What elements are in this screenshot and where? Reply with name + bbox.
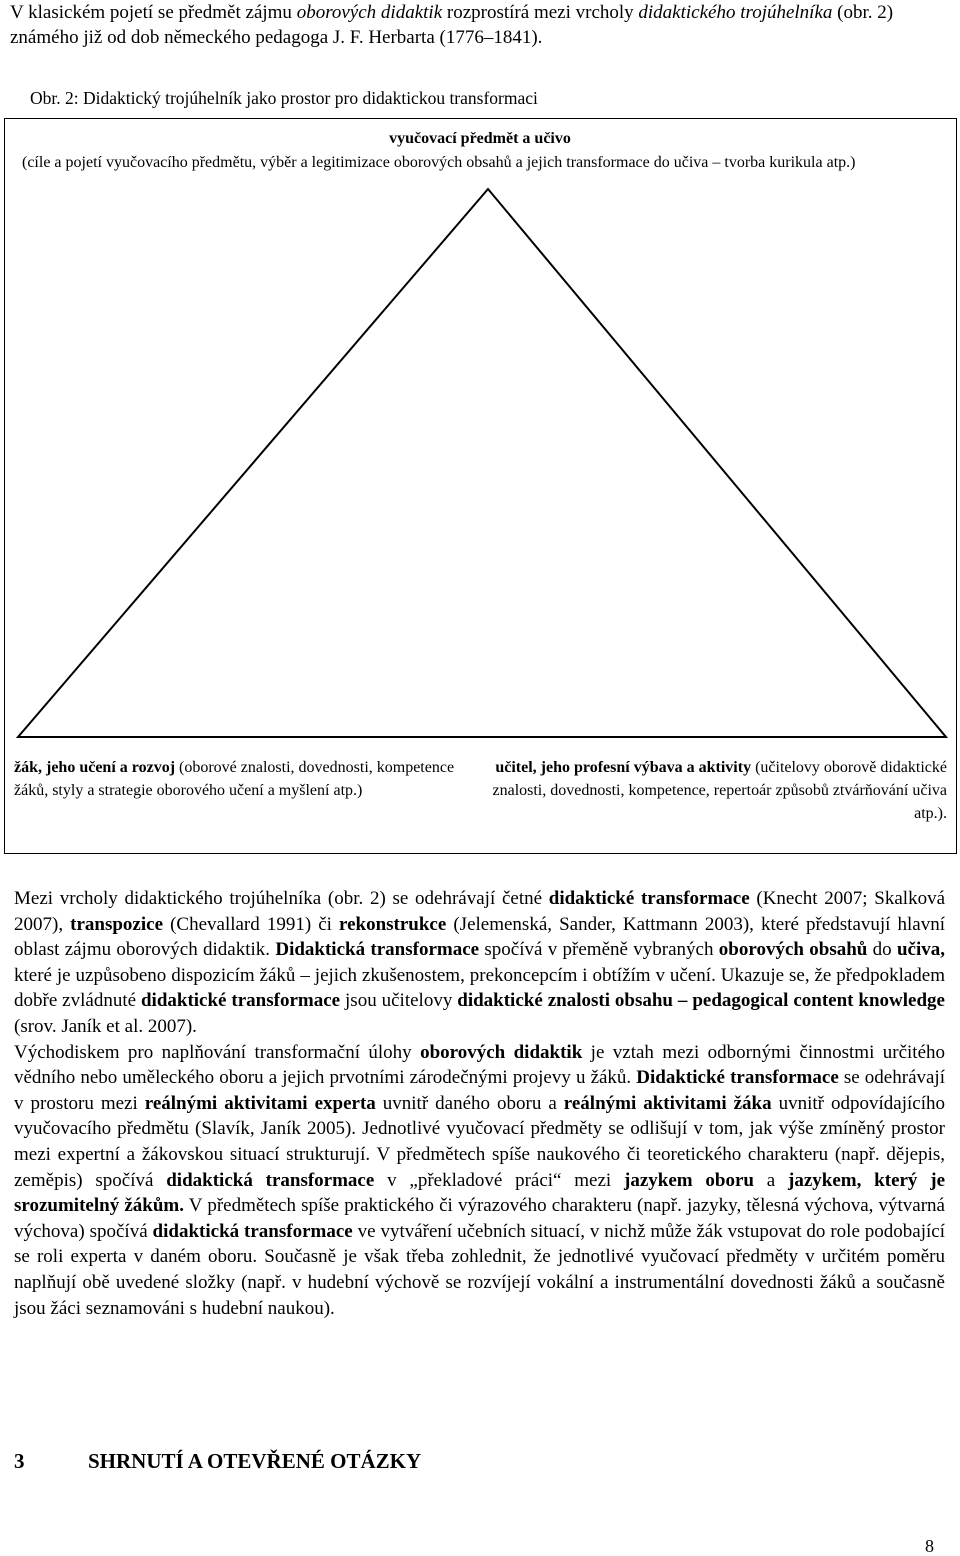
intro-italic-term: oborových didaktik [296, 2, 443, 23]
bold-term: didaktická transformace [152, 1220, 353, 1242]
text-run: do [867, 939, 897, 961]
bold-term: didaktické znalosti obsahu – pedagogical content knowledge [457, 990, 945, 1012]
text-run: (Jelemenská, Sander, Kattmann 2003), které představují hlavní oblast zájmu oborových didaktik. [14, 913, 945, 961]
bold-term: jazykem oboru [624, 1169, 754, 1191]
body-text [14, 886, 945, 1321]
text-run: Mezi vrcholy didaktického trojúhelníka (obr. 2) se odehrávají četné [14, 888, 549, 909]
bold-term: reálnými aktivitami žáka [563, 1092, 772, 1114]
bold-term: učiva, [896, 939, 946, 961]
paragraph-starting-point [14, 1040, 945, 1322]
text-run: (Knecht 2007; Skalková 2007), [14, 888, 946, 935]
apex-title: vyučovací předmět a učivo [389, 130, 571, 147]
text-run: uvnitř odpovídajícího vyučovacího předmětu (Slavík, Janík 2005). Jednotlivé vyučovací předměty se odlišují v tom, jak výše zmíněný prostor mezi expertní a žákovskou situací strukturují. V předmětech spíše naukového či teoretického charakteru (např. dějepis, zeměpis) spočívá [14, 1092, 945, 1191]
triangle-shape [18, 189, 946, 737]
bold-term: Didaktické transformace [636, 1067, 839, 1089]
text-run: které je uzpůsobeno dispozicím žáků – jejich zkušenostem, prekoncepcím i obtížím v učení. Ukazuje se, že předpokladem dobře zvládnuté [14, 964, 945, 1012]
section-number: 3 [14, 1449, 25, 1473]
bold-term: transpozice [70, 913, 164, 935]
text-run: Východiskem pro naplňování transformační úlohy [14, 1041, 421, 1063]
vertex-student [14, 756, 464, 802]
vertex-student-desc: (oborové znalosti, dovednosti, kompetence žáků, styly a strategie oborového učení a myšlení atp.) [14, 759, 455, 799]
bold-term: jazykem, který je srozumitelný žákům. [14, 1169, 946, 1217]
figure-caption: Obr. 2: Didaktický trojúhelník jako prostor pro didaktickou transformaci [30, 88, 538, 108]
bold-term: didaktické transformace [548, 888, 750, 909]
text-run: V předmětech spíše praktického či výrazového charakteru (např. jazyky, tělesná výchova, výtvarná výchova) spočívá [14, 1195, 945, 1242]
section-title: SHRNUTÍ A OTEVŘENÉ OTÁZKY [88, 1449, 422, 1473]
intro-text: rozprostírá mezi vrcholy [442, 2, 639, 23]
intro-text: V klasickém pojetí se předmět zájmu [10, 2, 297, 23]
text-run: se odehrávají v prostoru mezi [14, 1067, 945, 1114]
text-run: a [753, 1169, 789, 1191]
bold-term: oborových didaktik [420, 1041, 583, 1063]
text-run: je vztah mezi odbornými činnostmi určitého vědního nebo uměleckého oboru a jejich prvotními zárodečnými projevy u žáků. [14, 1041, 946, 1089]
page-number: 8 [925, 1536, 934, 1556]
vertex-student-title: žák, jeho učení a rozvoj [14, 759, 176, 776]
bold-term: didaktické transformace [140, 990, 341, 1012]
text-run: uvnitř daného oboru a [375, 1092, 564, 1114]
text-run: jsou učitelovy [340, 990, 458, 1012]
vertex-teacher-desc: (učitelovy oborově didaktické znalosti, dovednosti, kompetence, repertoár způsobů ztvárňování učiva atp.). [492, 759, 947, 822]
text-run: ve vytváření učebních situací, v nichž může žák vstupovat do role podobající se roli experta v daném oboru. Současně je však třeba zohlednit, že jednotlivé vyučovací předměty v určitém poměru naplňují obě uvedené složky (např. v hudební výchově se rozvíjejí vokální a instrumentální dovednosti žáků a současně jsou žáci seznamováni s hudební naukou). [14, 1220, 945, 1319]
text-run: (Chevallard 1991) či [163, 913, 339, 935]
bold-term: reálnými aktivitami experta [144, 1092, 376, 1114]
paragraph-transformations [14, 886, 945, 1040]
section-heading [14, 1448, 714, 1474]
bold-term: Didaktická transformace [275, 939, 480, 961]
text-run: (srov. Janík et al. 2007). [14, 1015, 197, 1037]
bold-term: rekonstrukce [338, 913, 447, 935]
vertex-teacher-title: učitel, jeho profesní výbava a aktivity [495, 759, 752, 776]
vertex-teacher [485, 756, 947, 825]
intro-italic-term: didaktického trojúhelníka [638, 2, 833, 23]
intro-text: (obr. 2) známého již od dob německého pedagoga J. F. Herbarta (1776–1841). [10, 2, 894, 48]
text-run: v „překladové práci“ mezi [374, 1169, 625, 1191]
bold-term: oborových obsahů [718, 939, 868, 961]
apex-description: (cíle a pojetí vyučovacího předmětu, výběr a legitimizace oborových obsahů a jejich transformace do učiva – tvorba kurikula atp.) [22, 154, 856, 171]
text-run: spočívá v přeměně vybraných [479, 939, 719, 961]
bold-term: didaktická transformace [166, 1169, 375, 1191]
